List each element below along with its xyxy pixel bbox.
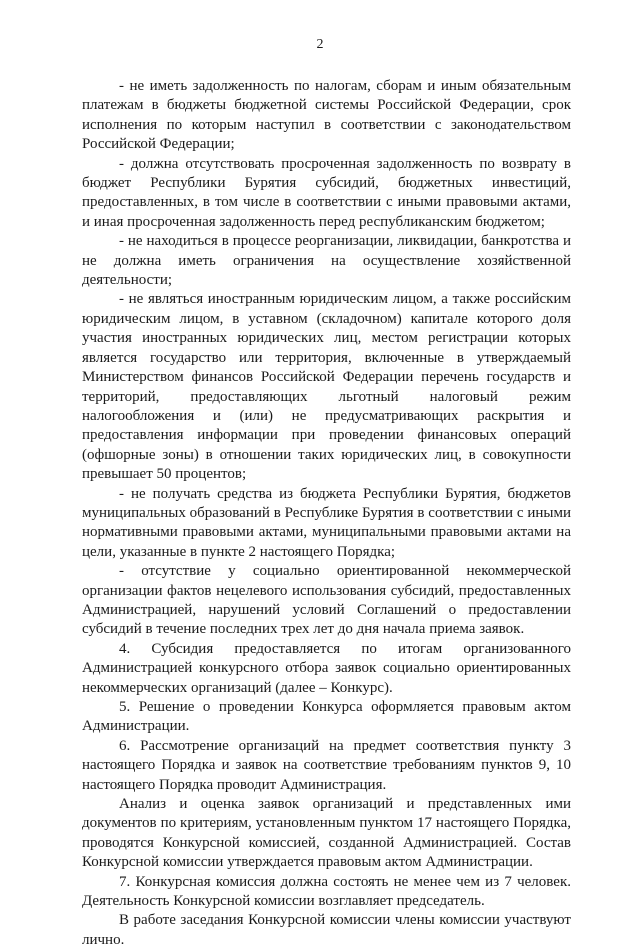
requirement-no-reorganization: - не находиться в процессе реорганизации, ликвидации, банкротства и не должна иметь ограничения на осуществление хозяйственной деятельности; [82, 233, 571, 289]
requirement-no-misuse-of-subsidies: - отсутствие у социально ориентированной некоммерческой организации фактов нецелевого использования субсидий, предоставленных Администрацией, нарушений условий Соглашений о предоставлении субсидий в течение последних трех лет до дня начала приема заявок. [82, 563, 571, 638]
clause-5-decision: 5. Решение о проведении Конкурса оформляется правовым актом Администрации. [82, 699, 571, 735]
clause-6-evaluation: Анализ и оценка заявок организаций и представленных ими документов по критериям, установленным пунктом 17 настоящего Порядка, проводятся Конкурсной комиссией, созданной Администрацией. Состав Конкурсной комиссии утверждается правовым актом Администрации. [82, 796, 571, 871]
clause-4-competition: 4. Субсидия предоставляется по итогам организованного Администрацией конкурсного отбора заявок социально ориентированных некоммерческих организаций (далее – Конкурс). [82, 640, 571, 696]
requirement-no-overdue-debt: - должна отсутствовать просроченная задолженность по возврату в бюджет Республики Бурятия субсидий, бюджетных инвестиций, предоставленных, в том числе в соответствии с иными правовыми актами, и иная просроченная задолженность перед республиканским бюджетом; [82, 155, 571, 230]
clause-7-participation: В работе заседания Конкурсной комиссии члены комиссии участвуют лично. [82, 912, 571, 948]
requirement-not-foreign-entity: - не являться иностранным юридическим лицом, а также российским юридическим лицом, в уставном (складочном) капитале которого доля участия иностранных юридических лиц, местом регистрации которых является государство или территория, включенные в утверждаемый Министерством финансов Российской Федерации перечень государств и территорий, предоставляющих льготный налоговый режим налогообложения и (или) не предусматривающих раскрытия и предоставления информации при проведении финансовых операций (офшорные зоны) в отношении таких юридических лиц, в совокупности превышает 50 процентов; [82, 291, 571, 483]
clause-6-review: 6. Рассмотрение организаций на предмет соответствия пункту 3 настоящего Порядка и заявок на соответствие требованиям пунктов 9, 10 настоящего Порядка проводит Администрация. [82, 737, 571, 793]
clause-7-commission: 7. Конкурсная комиссия должна состоять не менее чем из 7 человек. Деятельность Конкурсной комиссии возглавляет председатель. [82, 873, 571, 910]
document-body [82, 77, 571, 950]
requirement-no-other-budget-funds: - не получать средства из бюджета Республики Бурятия, бюджетов муниципальных образований в Республике Бурятия в соответствии с иными нормативными правовыми актами, муниципальными правовыми актами на цели, указанные в пункте 2 настоящего Порядка; [82, 485, 571, 560]
page-number: 2 [316, 37, 324, 52]
requirement-no-tax-debt: - не иметь задолженность по налогам, сборам и иным обязательным платежам в бюджеты бюджетной системы Российской Федерации, срок исполнения по которым наступил в соответствии с законодательством Российской Федерации; [82, 78, 571, 153]
